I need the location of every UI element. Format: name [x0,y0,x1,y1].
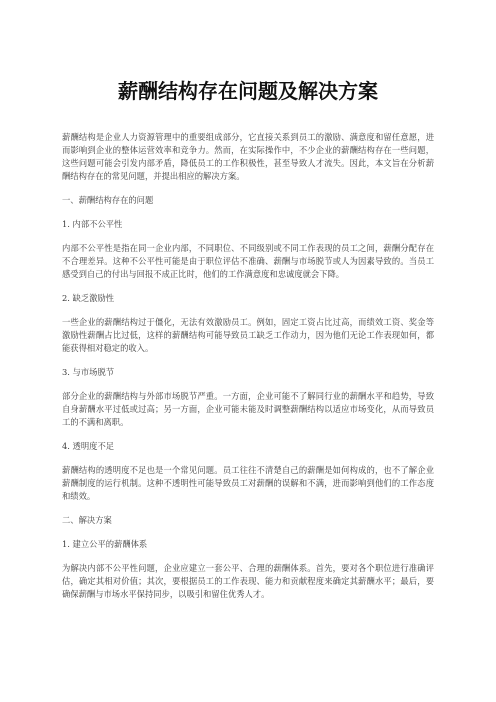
subheading-lack-of-incentive: 2. 缺乏激励性 [62,293,115,303]
paragraph-market-disconnect: 部分企业的薪酬结构与外部市场脱节严重。一方面，企业可能不了解同行业的薪酬水平和趋势，导致自身薪酬水平过低或过高；另一方面，企业可能未能及时调整薪酬结构以适应市场变化，从而导致员工的不满和离职。 [62,391,434,427]
paragraph-internal-unfairness: 内部不公平性是指在同一企业内部，不同职位、不同级别或不同工作表现的员工之间，薪酬分配存在不合理差异。这种不公平性可能是由于职位评估不准确、薪酬与市场脱节或人为因素导致的。当员工感受到自己的付出与回报不成正比时，他们的工作满意度和忠诚度就会下降。 [62,243,434,279]
paragraph-insufficient-transparency: 薪酬结构的透明度不足也是一个常见问题。员工往往不清楚自己的薪酬是如何构成的，也不了解企业薪酬制度的运行机制。这种不透明性可能导致员工对薪酬的误解和不满，进而影响到他们的工作态度和绩效。 [62,465,434,501]
subheading-market-disconnect: 3. 与市场脱节 [62,367,115,377]
section-heading-problems: 一、薪酬结构存在的问题 [62,195,154,205]
intro-paragraph: 薪酬结构是企业人力资源管理中的重要组成部分，它直接关系到员工的激励、满意度和留任意愿，进而影响到企业的整体运营效率和竞争力。然而，在实际操作中，不少企业的薪酬结构存在一些问题，这些问题可能会引发内部矛盾，降低员工的工作积极性，甚至导致人才流失。因此，本文旨在分析薪酬结构存在的常见问题，并提出相应的解决方案。 [62,132,434,181]
section-heading-solutions: 二、解决方案 [62,515,112,525]
subheading-insufficient-transparency: 4. 透明度不足 [62,441,115,451]
subheading-internal-unfairness: 1. 内部不公平性 [62,219,123,229]
document-title: 薪酬结构存在问题及解决方案 [118,79,378,103]
paragraph-fair-pay-system: 为解决内部不公平性问题，企业应建立一套公平、合理的薪酬体系。首先，要对各个职位进行准确评估，确定其相对价值；其次，要根据员工的工作表现、能力和贡献程度来确定其薪酬水平；最后，要确保薪酬与市场水平保持同步，以吸引和留住优秀人才。 [62,563,434,599]
subheading-fair-pay-system: 1. 建立公平的薪酬体系 [62,539,148,549]
paragraph-lack-of-incentive: 一些企业的薪酬结构过于僵化，无法有效激励员工。例如，固定工资占比过高，而绩效工资、奖金等激励性薪酬占比过低，这样的薪酬结构可能导致员工缺乏工作动力，因为他们无论工作表现如何，都能获得相对稳定的收入。 [62,317,434,353]
